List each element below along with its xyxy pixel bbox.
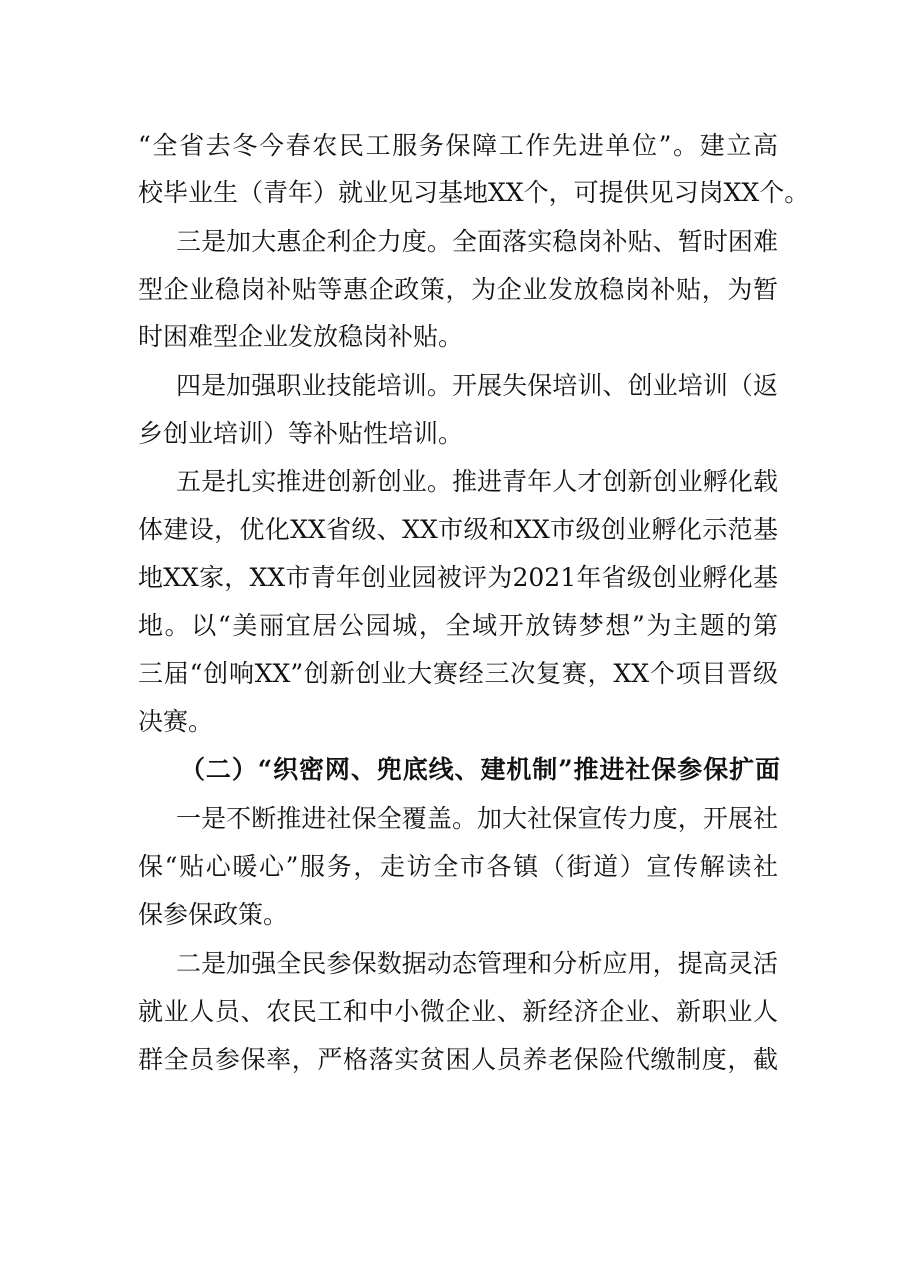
paragraph-line: 三是加大惠企利企力度。全面落实稳岗补贴、暂时困难 (176, 227, 778, 256)
paragraph-line: “全省去冬今春农民工服务保障工作先进单位”。建立高 (138, 131, 778, 160)
paragraph-line: 校毕业生（青年）就业见习基地XX个，可提供见习岗XX个。 (138, 178, 810, 207)
paragraph-line: 地。以“美丽宜居公园城，全域开放铸梦想”为主题的第 (138, 611, 778, 640)
paragraph-line: 群全员参保率，严格落实贫困人员养老保险代缴制度，截 (138, 1045, 778, 1074)
paragraph-line: 乡创业培训）等补贴性培训。 (138, 419, 464, 448)
section-heading: （二）“织密网、兜底线、建机制”推进社保参保扩面 (180, 755, 780, 784)
paragraph-line: 就业人员、农民工和中小微企业、新经济企业、新职业人 (138, 997, 778, 1026)
paragraph-line: 型企业稳岗补贴等惠企政策，为企业发放稳岗补贴，为暂 (138, 275, 778, 304)
paragraph-line: 保参保政策。 (138, 900, 289, 929)
paragraph-line: 二是加强全民参保数据动态管理和分析应用，提高灵活 (176, 949, 778, 978)
paragraph-line: 体建设，优化XX省级、XX市级和XX市级创业孵化示范基 (138, 515, 778, 544)
paragraph-line: 一是不断推进社保全覆盖。加大社保宣传力度，开展社 (176, 804, 778, 833)
paragraph-line: 决赛。 (138, 707, 214, 736)
paragraph-line: 时困难型企业发放稳岗补贴。 (138, 322, 464, 351)
paragraph-line: 四是加强职业技能培训。开展失保培训、创业培训（返 (176, 371, 778, 400)
paragraph-line: 保“贴心暖心”服务，走访全市各镇（街道）宣传解读社 (138, 852, 778, 881)
paragraph-line: 地XX家，XX市青年创业园被评为2021年省级创业孵化基 (138, 563, 778, 592)
paragraph-line: 五是扎实推进创新创业。推进青年人才创新创业孵化载 (176, 467, 778, 496)
paragraph-line: 三届“创响XX”创新创业大赛经三次复赛，XX个项目晋级 (138, 659, 778, 688)
